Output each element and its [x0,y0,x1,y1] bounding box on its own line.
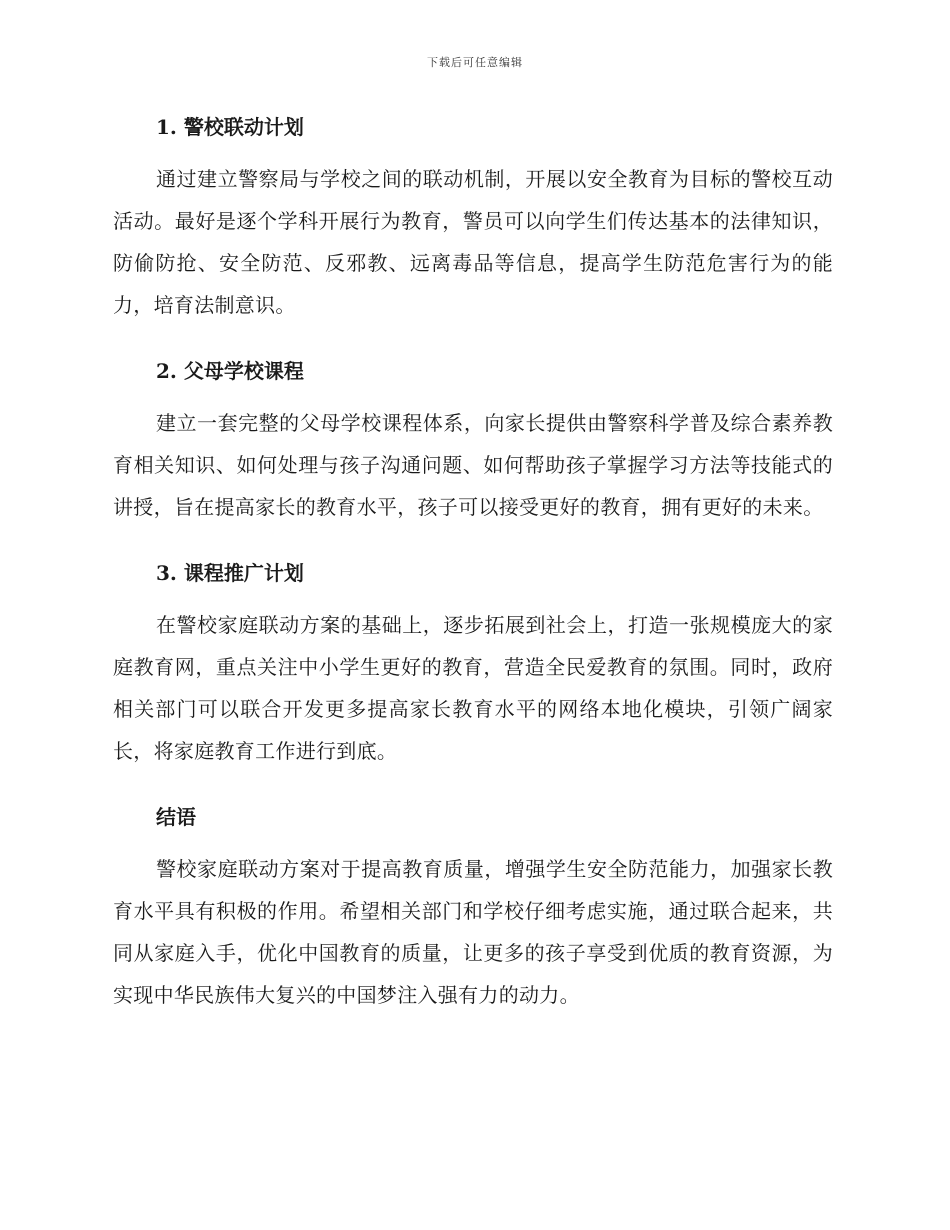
section-heading-police-school-plan: 1. 警校联动计划 [156,115,304,139]
section-paragraph-conclusion: 警校家庭联动方案对于提高教育质量，增强学生安全防范能力，加强家长教育水平具有积极的作用。希望相关部门和学校仔细考虑实施，通过联合起来，共同从家庭入手，优化中国教育的质量，让更多的孩子享受到优质的教育资源，为实现中华民族伟大复兴的中国梦注入强有力的动力。 [113,857,833,1007]
section-paragraph-police-school-plan: 通过建立警察局与学校之间的联动机制，开展以安全教育为目标的警校互动活动。最好是逐个学科开展行为教育，警员可以向学生们传达基本的法律知识，防偷防抢、安全防范、反邪教、远离毒品等信息，提高学生防范危害行为的能力，培育法制意识。 [113,167,833,317]
section-heading-conclusion: 结语 [156,805,196,829]
section-heading-course-promotion-plan: 3. 课程推广计划 [156,561,304,585]
section-heading-parent-school-course: 2. 父母学校课程 [156,359,304,383]
document-body [113,108,833,1042]
section-paragraph-parent-school-course: 建立一套完整的父母学校课程体系，向家长提供由警察科学普及综合素养教育相关知识、如何处理与孩子沟通问题、如何帮助孩子掌握学习方法等技能式的讲授，旨在提高家长的教育水平，孩子可以接受更好的教育，拥有更好的未来。 [113,411,833,519]
page-header: 下载后可任意编辑 [427,56,523,69]
section-paragraph-course-promotion-plan: 在警校家庭联动方案的基础上，逐步拓展到社会上，打造一张规模庞大的家庭教育网，重点关注中小学生更好的教育，营造全民爱教育的氛围。同时，政府相关部门可以联合开发更多提高家长教育水平的网络本地化模块，引领广阔家长，将家庭教育工作进行到底。 [113,613,833,763]
